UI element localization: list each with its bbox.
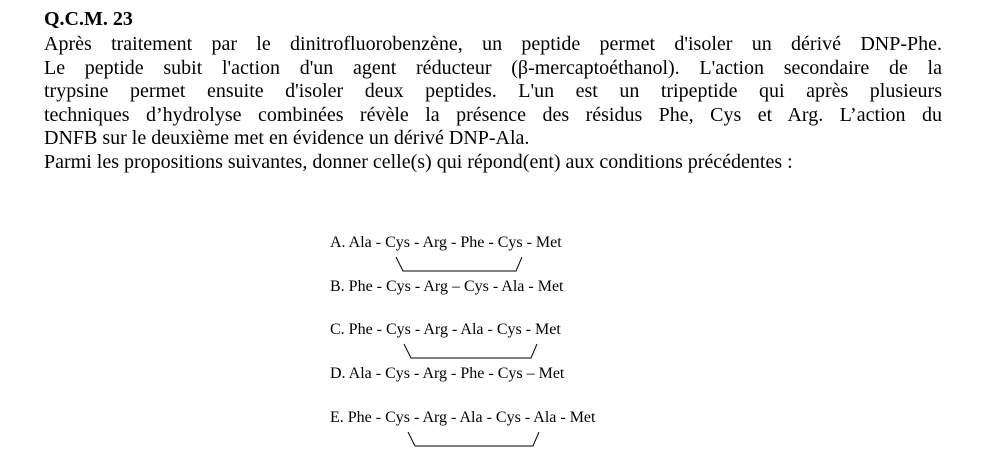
disulfide-bridge-c bbox=[402, 340, 542, 364]
option-b[interactable]: B. Phe - Cys - Arg – Cys - Ala - Met bbox=[330, 278, 564, 295]
question-line-1: Après traitement par le dinitrofluorobenzène, un peptide permet d'isoler un dérivé DNP-Phe. bbox=[44, 33, 942, 55]
option-d[interactable]: D. Ala - Cys - Arg - Phe - Cys – Met bbox=[330, 365, 565, 382]
option-e[interactable]: E. Phe - Cys - Arg - Ala - Cys - Ala - Met bbox=[330, 409, 596, 426]
question-line-2: Le peptide subit l'action d'un agent réducteur (β-mercaptoéthanol). L'action secondaire de la bbox=[44, 56, 942, 79]
option-c[interactable]: C. Phe - Cys - Arg - Ala - Cys - Met bbox=[330, 321, 561, 338]
question-text bbox=[44, 33, 942, 175]
question-line-4: techniques d’hydrolyse combinées révèle la présence des résidus Phe, Cys et Arg. L’action du bbox=[44, 103, 942, 126]
question-line-5: DNFB sur le deuxième met en évidence un dérivé DNP-Ala. bbox=[44, 127, 530, 150]
option-a[interactable]: A. Ala - Cys - Arg - Phe - Cys - Met bbox=[330, 234, 562, 251]
question-line-3: trypsine permet ensuite d'isoler deux peptides. L'un est un tripeptide qui après plusieurs bbox=[44, 80, 942, 103]
question-title: Q.C.M. 23 bbox=[44, 8, 133, 30]
disulfide-bridge-e bbox=[406, 428, 546, 452]
disulfide-bridge-a bbox=[394, 253, 534, 277]
question-line-6: Parmi les propositions suivantes, donner celle(s) qui répond(ent) aux conditions précédentes : bbox=[44, 150, 793, 173]
